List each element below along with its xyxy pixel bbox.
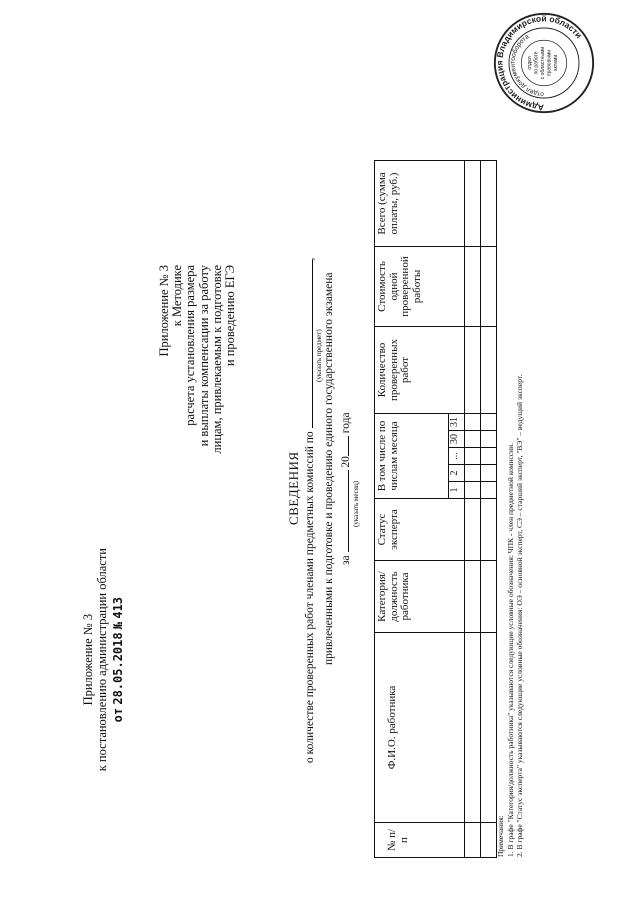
subtitle-line-1 [302, 258, 316, 763]
method-line-1: Приложение № 3 [157, 265, 171, 357]
subtitle-prefix: о количестве проверенных работ членами предметных комиссий по [304, 431, 316, 763]
resolution-number: 413 [111, 596, 125, 619]
year-suffix: года [340, 412, 352, 434]
table-header-row [375, 161, 449, 858]
day-col-ellipsis: ... [449, 448, 465, 465]
official-stamp [492, 11, 596, 115]
appendix-resolution: к постановлению администрации области [94, 548, 109, 772]
method-line-4: и выплаты компенсации за работу [196, 265, 211, 447]
day-col-2: 2 [449, 465, 465, 482]
header-cost: Стоимость одной проверенной работы [375, 247, 465, 327]
header-days-group: В том числе по числам месяца [375, 414, 449, 499]
subject-blank [302, 260, 313, 428]
month-blank [338, 470, 349, 552]
method-line-3: расчета установления размера [183, 265, 198, 426]
header-num: № п/п [375, 823, 465, 858]
works-table [374, 160, 497, 858]
year-prefix: 20 [340, 456, 352, 468]
header-fio: Ф.И.О. работника [375, 633, 465, 823]
appendix-header [82, 548, 126, 771]
period-line [338, 412, 352, 565]
resolution-date: 28.05.2018 [111, 632, 125, 705]
month-hint: (указать месяц) [352, 480, 360, 527]
subtitle-line-2: привлеченными к подготовке и проведению единого государственного экзамена [323, 272, 335, 665]
document-title: СВЕДЕНИЯ [286, 451, 301, 525]
day-col-30: 30 [449, 431, 465, 448]
method-line-2: к Методике [170, 265, 185, 327]
notes-block [496, 375, 525, 858]
appendix-date-line [111, 548, 126, 771]
table-row [481, 161, 497, 858]
day-col-31: 31 [449, 414, 465, 431]
note-item-1: 1. В графе "Категория/должность работника" указываются следующие условные обозначения: ЧПК - член предметной комиссии. [505, 442, 515, 857]
svg-text:по работе: по работе [533, 51, 540, 75]
table-row [465, 161, 481, 858]
header-total: Всего (сумма оплаты, руб.) [375, 161, 465, 247]
notes-heading: Примечания: [496, 815, 505, 857]
header-status: Статус эксперта [375, 499, 465, 561]
svg-text:актами: актами [553, 54, 560, 72]
date-prefix: от [111, 707, 125, 723]
svg-text:отдел: отдел [526, 56, 533, 70]
svg-text:с областными: с областными [540, 46, 546, 80]
header-category: Категория/ должность работника [375, 561, 465, 633]
method-line-6: и проведению ЕГЭ [223, 265, 238, 367]
method-line-5: лицам, привлекаемым к подготовке [209, 265, 224, 454]
day-col-1: 1 [449, 482, 465, 499]
header-count: Количество проверенных работ [375, 327, 465, 414]
note-item-2: 2. В графе "Статус эксперта" указываются следующие условные обозначения: ОЭ – основной эксперт, СЭ – старший эксперт, "ВЭ" – ведущий эксперт. [515, 374, 524, 857]
stamp-inner-ring-text: отдел документооборота [509, 33, 545, 98]
subject-hint: (указать предмет) [315, 329, 323, 382]
stamp-ring-text: Администрация Владимирской области [494, 13, 585, 113]
subtitle-suffix: , [304, 257, 316, 261]
year-blank [338, 436, 349, 456]
appendix-title: Приложение № 3 [81, 613, 95, 706]
svg-text:правовыми: правовыми [546, 49, 553, 77]
stamp-center-text [527, 47, 559, 80]
number-prefix: № [111, 621, 125, 630]
period-za: за [340, 555, 352, 565]
method-appendix [158, 265, 237, 454]
